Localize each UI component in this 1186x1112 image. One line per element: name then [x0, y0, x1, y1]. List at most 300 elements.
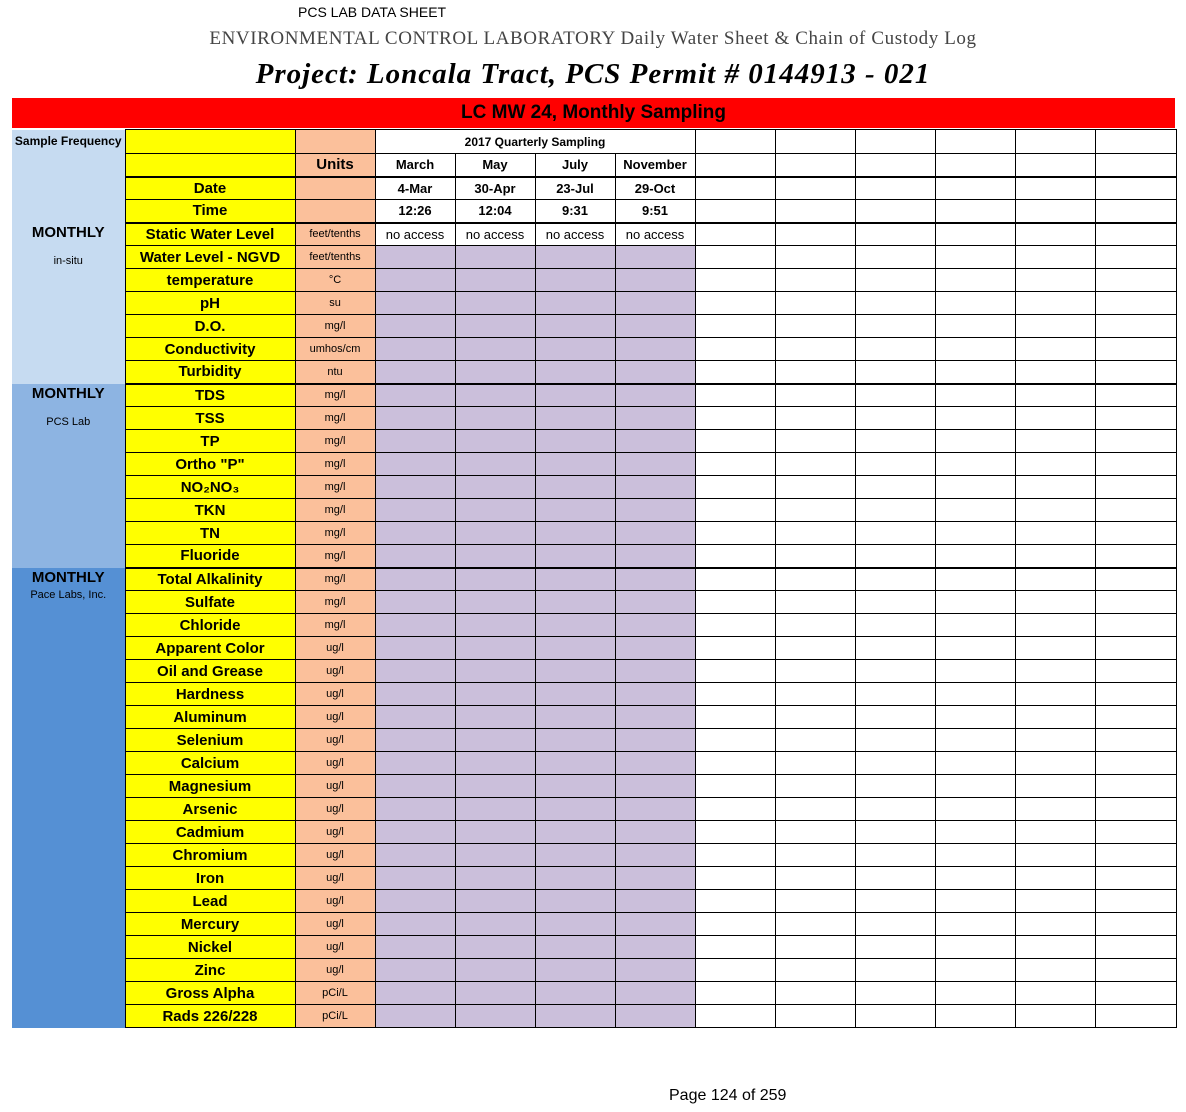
result-cell-empty: [455, 591, 535, 614]
blank-cell: [1015, 246, 1095, 269]
blank-cell: [935, 269, 1015, 292]
result-cell-empty: [375, 683, 455, 706]
blank-cell: [1015, 453, 1095, 476]
blank-cell: [855, 430, 935, 453]
parameter-header-blank: [125, 130, 295, 154]
blank-cell: [935, 798, 1015, 821]
blank-cell: [775, 890, 855, 913]
blank-cell: [695, 821, 775, 844]
result-cell-empty: [535, 568, 615, 591]
blank-cell: [695, 844, 775, 867]
blank-cell: [855, 959, 935, 982]
result-cell-empty: [615, 752, 695, 775]
result-cell-empty: [535, 729, 615, 752]
blank-cell: [775, 775, 855, 798]
parameter-unit: ug/l: [295, 936, 375, 959]
parameter-unit: °C: [295, 269, 375, 292]
result-cell-empty: [615, 338, 695, 361]
blank-cell: [1015, 315, 1095, 338]
well-banner: LC MW 24, Monthly Sampling: [12, 98, 1175, 128]
result-cell-empty: [375, 798, 455, 821]
result-cell-empty: [455, 407, 535, 430]
result-cell-empty: [455, 384, 535, 407]
result-cell-empty: [535, 361, 615, 384]
result-cell-empty: [535, 660, 615, 683]
month-header: May: [455, 154, 535, 177]
blank-cell: [1015, 752, 1095, 775]
blank-cell: [1015, 982, 1095, 1005]
blank-cell: [775, 568, 855, 591]
result-cell-empty: [615, 269, 695, 292]
laboratory-title: ENVIRONMENTAL CONTROL LABORATORY Daily Water Sheet & Chain of Custody Log: [209, 28, 977, 49]
page-number: Page 124 of 259: [669, 1087, 787, 1104]
result-cell-empty: [375, 775, 455, 798]
blank-cell: [855, 568, 935, 591]
blank-cell: [855, 591, 935, 614]
parameter-name: Zinc: [125, 959, 295, 982]
blank-cell: [1095, 223, 1176, 246]
blank-cell: [775, 844, 855, 867]
parameter-name: Arsenic: [125, 798, 295, 821]
result-cell-empty: [615, 798, 695, 821]
blank-cell: [855, 499, 935, 522]
parameter-unit: pCi/L: [295, 1005, 375, 1028]
blank-cell: [695, 1005, 775, 1028]
parameter-name: temperature: [125, 269, 295, 292]
blank-cell: [1015, 1005, 1095, 1028]
blank-cell: [775, 637, 855, 660]
parameter-header-blank: [125, 154, 295, 177]
blank-cell: [1095, 775, 1176, 798]
result-cell-empty: [455, 453, 535, 476]
blank-cell: [695, 522, 775, 545]
result-cell-empty: [455, 729, 535, 752]
blank-cell: [1015, 591, 1095, 614]
sample-date: 4-Mar: [375, 177, 455, 200]
blank-cell: [1015, 338, 1095, 361]
result-cell-empty: [615, 545, 695, 568]
result-cell-empty: [455, 867, 535, 890]
parameter-unit: ug/l: [295, 913, 375, 936]
blank-cell: [935, 246, 1015, 269]
blank-cell: [695, 545, 775, 568]
parameter-name: Water Level - NGVD: [125, 246, 295, 269]
parameter-name: Apparent Color: [125, 637, 295, 660]
parameter-unit: ug/l: [295, 729, 375, 752]
result-cell-empty: [615, 315, 695, 338]
units-header-blank: [295, 130, 375, 154]
blank-cell: [855, 246, 935, 269]
blank-cell: [935, 522, 1015, 545]
blank-cell: [1095, 430, 1176, 453]
result-cell-empty: [535, 867, 615, 890]
parameter-name: NO₂NO₃: [125, 476, 295, 499]
result-cell-empty: [535, 752, 615, 775]
parameter-unit: mg/l: [295, 407, 375, 430]
blank-cell: [695, 660, 775, 683]
frequency-group-cell: [12, 223, 125, 384]
blank-cell: [695, 614, 775, 637]
blank-cell: [695, 269, 775, 292]
blank-cell: [935, 407, 1015, 430]
blank-cell: [855, 752, 935, 775]
blank-cell: [1015, 430, 1095, 453]
blank-cell: [935, 660, 1015, 683]
blank-cell: [935, 890, 1015, 913]
blank-cell: [855, 522, 935, 545]
parameter-name: Total Alkalinity: [125, 568, 295, 591]
result-cell-empty: [375, 729, 455, 752]
blank-cell: [1095, 476, 1176, 499]
blank-cell: [855, 614, 935, 637]
result-cell-empty: [615, 384, 695, 407]
parameter-name: Sulfate: [125, 591, 295, 614]
blank-cell: [935, 982, 1015, 1005]
blank-cell: [775, 476, 855, 499]
result-cell-empty: [375, 453, 455, 476]
blank-cell: [855, 223, 935, 246]
result-cell-empty: [535, 706, 615, 729]
blank-cell: [775, 821, 855, 844]
result-cell-empty: [615, 936, 695, 959]
parameter-unit: ug/l: [295, 775, 375, 798]
lab-source-label: PCS Lab: [46, 415, 91, 428]
parameter-unit: ug/l: [295, 821, 375, 844]
parameter-unit: mg/l: [295, 591, 375, 614]
result-cell-empty: [375, 292, 455, 315]
parameter-name: pH: [125, 292, 295, 315]
result-cell-empty: [455, 706, 535, 729]
blank-cell: [855, 867, 935, 890]
parameter-unit: ug/l: [295, 706, 375, 729]
result-cell-empty: [375, 430, 455, 453]
blank-cell: [695, 683, 775, 706]
result-cell-empty: [455, 568, 535, 591]
sample-date: 30-Apr: [455, 177, 535, 200]
parameter-unit: mg/l: [295, 476, 375, 499]
units-header: Units: [295, 154, 375, 177]
blank-cell: [695, 223, 775, 246]
blank-cell: [775, 614, 855, 637]
blank-cell: [1095, 614, 1176, 637]
blank-cell: [1015, 384, 1095, 407]
blank-cell: [935, 683, 1015, 706]
lab-source-label: Pace Labs, Inc.: [30, 588, 107, 601]
result-cell-empty: [615, 660, 695, 683]
result-cell-empty: [375, 568, 455, 591]
blank-cell: [695, 867, 775, 890]
result-cell-empty: [535, 614, 615, 637]
parameter-name: Conductivity: [125, 338, 295, 361]
blank-cell: [1015, 683, 1095, 706]
result-cell-empty: [615, 982, 695, 1005]
blank-cell: [935, 959, 1015, 982]
result-cell-empty: [455, 660, 535, 683]
result-cell-empty: [455, 476, 535, 499]
blank-cell: [935, 476, 1015, 499]
blank-cell: [855, 775, 935, 798]
result-cell-empty: [615, 499, 695, 522]
blank-cell: [935, 614, 1015, 637]
blank-cell: [855, 384, 935, 407]
result-cell-empty: [455, 315, 535, 338]
parameter-unit: ug/l: [295, 637, 375, 660]
result-cell-empty: [535, 499, 615, 522]
month-header: November: [615, 154, 695, 177]
blank-cell: [775, 223, 855, 246]
blank-cell: [1015, 568, 1095, 591]
blank-cell: [855, 982, 935, 1005]
blank-cell: [775, 315, 855, 338]
blank-cell: [935, 453, 1015, 476]
result-cell: no access: [455, 223, 535, 246]
result-cell-empty: [535, 913, 615, 936]
blank-cell: [1015, 867, 1095, 890]
blank-cell: [1015, 798, 1095, 821]
parameter-unit: ntu: [295, 361, 375, 384]
result-cell-empty: [375, 982, 455, 1005]
result-cell-empty: [615, 890, 695, 913]
parameter-name: Oil and Grease: [125, 660, 295, 683]
blank-cell: [1095, 545, 1176, 568]
frequency-label: MONTHLY: [31, 223, 105, 241]
result-cell-empty: [375, 246, 455, 269]
blank-cell: [855, 683, 935, 706]
result-cell-empty: [375, 821, 455, 844]
parameter-unit: ug/l: [295, 844, 375, 867]
blank-cell: [935, 821, 1015, 844]
blank-cell: [775, 361, 855, 384]
parameter-name: D.O.: [125, 315, 295, 338]
result-cell-empty: [615, 637, 695, 660]
blank-cell: [695, 959, 775, 982]
blank-cell: [1095, 407, 1176, 430]
result-cell-empty: [535, 1005, 615, 1028]
blank-cell: [1015, 499, 1095, 522]
blank-cell: [1095, 1005, 1176, 1028]
blank-cell: [775, 522, 855, 545]
parameter-name: Rads 226/228: [125, 1005, 295, 1028]
frequency-group-cell: [12, 568, 125, 1028]
blank-cell: [775, 867, 855, 890]
result-cell-empty: [455, 683, 535, 706]
parameter-unit: pCi/L: [295, 982, 375, 1005]
result-cell-empty: [535, 936, 615, 959]
result-cell-empty: [455, 844, 535, 867]
blank-cell: [695, 361, 775, 384]
parameter-name: Static Water Level: [125, 223, 295, 246]
blank-cell: [935, 430, 1015, 453]
parameter-name: TDS: [125, 384, 295, 407]
result-cell-empty: [615, 614, 695, 637]
parameter-unit: feet/tenths: [295, 246, 375, 269]
blank-cell: [1095, 246, 1176, 269]
blank-cell: [695, 499, 775, 522]
blank-cell: [775, 798, 855, 821]
parameter-unit: mg/l: [295, 453, 375, 476]
result-cell-empty: [535, 683, 615, 706]
result-cell-empty: [375, 384, 455, 407]
blank-cell: [1095, 269, 1176, 292]
blank-cell: [695, 913, 775, 936]
blank-cell: [695, 752, 775, 775]
blank-cell: [935, 315, 1015, 338]
blank-cell: [855, 545, 935, 568]
parameter-name: Chloride: [125, 614, 295, 637]
blank-cell: [935, 637, 1015, 660]
blank-cell: [1095, 315, 1176, 338]
sample-time: 9:31: [535, 200, 615, 223]
blank-cell: [1095, 637, 1176, 660]
parameter-unit: feet/tenths: [295, 223, 375, 246]
result-cell-empty: [455, 798, 535, 821]
blank-cell: [1015, 890, 1095, 913]
blank-cell: [1015, 844, 1095, 867]
result-cell-empty: [455, 890, 535, 913]
blank-cell: [1095, 890, 1176, 913]
result-cell-empty: [375, 522, 455, 545]
result-cell-empty: [375, 545, 455, 568]
parameter-name: Lead: [125, 890, 295, 913]
result-cell-empty: [535, 453, 615, 476]
result-cell-empty: [535, 844, 615, 867]
blank-cell: [695, 476, 775, 499]
blank-cell: [775, 982, 855, 1005]
parameter-name: Ortho "P": [125, 453, 295, 476]
blank-cell: [855, 798, 935, 821]
result-cell-empty: [375, 752, 455, 775]
blank-cell: [1015, 913, 1095, 936]
parameter-unit: ug/l: [295, 890, 375, 913]
frequency-label: MONTHLY: [31, 568, 105, 586]
result-cell-empty: [535, 292, 615, 315]
result-cell-empty: [375, 476, 455, 499]
result-cell-empty: [375, 844, 455, 867]
blank-cell: [855, 706, 935, 729]
blank-cell: [1015, 361, 1095, 384]
blank-cell: [775, 269, 855, 292]
blank-cell: [1095, 798, 1176, 821]
parameter-unit: mg/l: [295, 545, 375, 568]
result-cell-empty: [455, 499, 535, 522]
parameter-unit: umhos/cm: [295, 338, 375, 361]
sample-time: 9:51: [615, 200, 695, 223]
blank-cell: [775, 913, 855, 936]
blank-cell: [775, 683, 855, 706]
parameter-name: TN: [125, 522, 295, 545]
blank-cell: [695, 637, 775, 660]
result-cell-empty: [375, 315, 455, 338]
result-cell-empty: [615, 361, 695, 384]
blank-cell: [855, 890, 935, 913]
blank-cell: [775, 660, 855, 683]
parameter-name: Selenium: [125, 729, 295, 752]
blank-cell: [1095, 936, 1176, 959]
blank-cell: [1095, 384, 1176, 407]
blank-cell: [1095, 499, 1176, 522]
blank-cell: [775, 1005, 855, 1028]
blank-cell: [775, 959, 855, 982]
result-cell-empty: [535, 522, 615, 545]
parameter-unit: mg/l: [295, 384, 375, 407]
blank-cell: [935, 729, 1015, 752]
frequency-blank: [12, 177, 125, 223]
blank-cell: [935, 936, 1015, 959]
result-cell-empty: [375, 959, 455, 982]
blank-cell: [695, 706, 775, 729]
blank-cell: [695, 936, 775, 959]
result-cell-empty: [615, 729, 695, 752]
result-cell-empty: [535, 775, 615, 798]
result-cell-empty: [615, 591, 695, 614]
result-cell-empty: [535, 545, 615, 568]
result-cell-empty: [615, 844, 695, 867]
result-cell-empty: [455, 913, 535, 936]
blank-cell: [695, 292, 775, 315]
blank-cell: [1095, 683, 1176, 706]
blank-cell: [695, 453, 775, 476]
date-label: Date: [125, 177, 295, 200]
blank-cell: [935, 338, 1015, 361]
blank-cell: [855, 936, 935, 959]
result-cell-empty: [535, 798, 615, 821]
blank-cell: [855, 407, 935, 430]
blank-cell: [695, 890, 775, 913]
parameter-name: Gross Alpha: [125, 982, 295, 1005]
result-cell-empty: [455, 637, 535, 660]
result-cell-empty: [455, 959, 535, 982]
result-cell: no access: [535, 223, 615, 246]
blank-cell: [1095, 982, 1176, 1005]
blank-cell: [935, 844, 1015, 867]
blank-cell: [935, 867, 1015, 890]
parameter-name: Nickel: [125, 936, 295, 959]
parameter-unit: su: [295, 292, 375, 315]
blank-cell: [775, 752, 855, 775]
parameter-unit: mg/l: [295, 614, 375, 637]
blank-cell: [935, 223, 1015, 246]
blank-cell: [855, 269, 935, 292]
result-cell-empty: [455, 614, 535, 637]
blank-cell: [935, 913, 1015, 936]
result-cell-empty: [375, 936, 455, 959]
blank-cell: [1015, 292, 1095, 315]
result-cell-empty: [455, 269, 535, 292]
result-cell-empty: [375, 338, 455, 361]
blank-cell: [855, 1005, 935, 1028]
blank-cell: [935, 499, 1015, 522]
blank-cell: [1095, 844, 1176, 867]
result-cell-empty: [375, 407, 455, 430]
blank-cell: [855, 913, 935, 936]
blank-cell: [775, 246, 855, 269]
blank-cell: [855, 844, 935, 867]
blank-cell: [1095, 591, 1176, 614]
result-cell-empty: [455, 292, 535, 315]
blank-cell: [1015, 729, 1095, 752]
blank-cell: [775, 545, 855, 568]
blank-cell: [1095, 361, 1176, 384]
blank-cell: [695, 430, 775, 453]
blank-cell: [935, 292, 1015, 315]
blank-cell: [695, 982, 775, 1005]
parameter-name: Mercury: [125, 913, 295, 936]
result-cell-empty: [535, 338, 615, 361]
result-cell-empty: [615, 522, 695, 545]
result-cell-empty: [535, 591, 615, 614]
blank-cell: [695, 246, 775, 269]
result-cell-empty: [455, 522, 535, 545]
